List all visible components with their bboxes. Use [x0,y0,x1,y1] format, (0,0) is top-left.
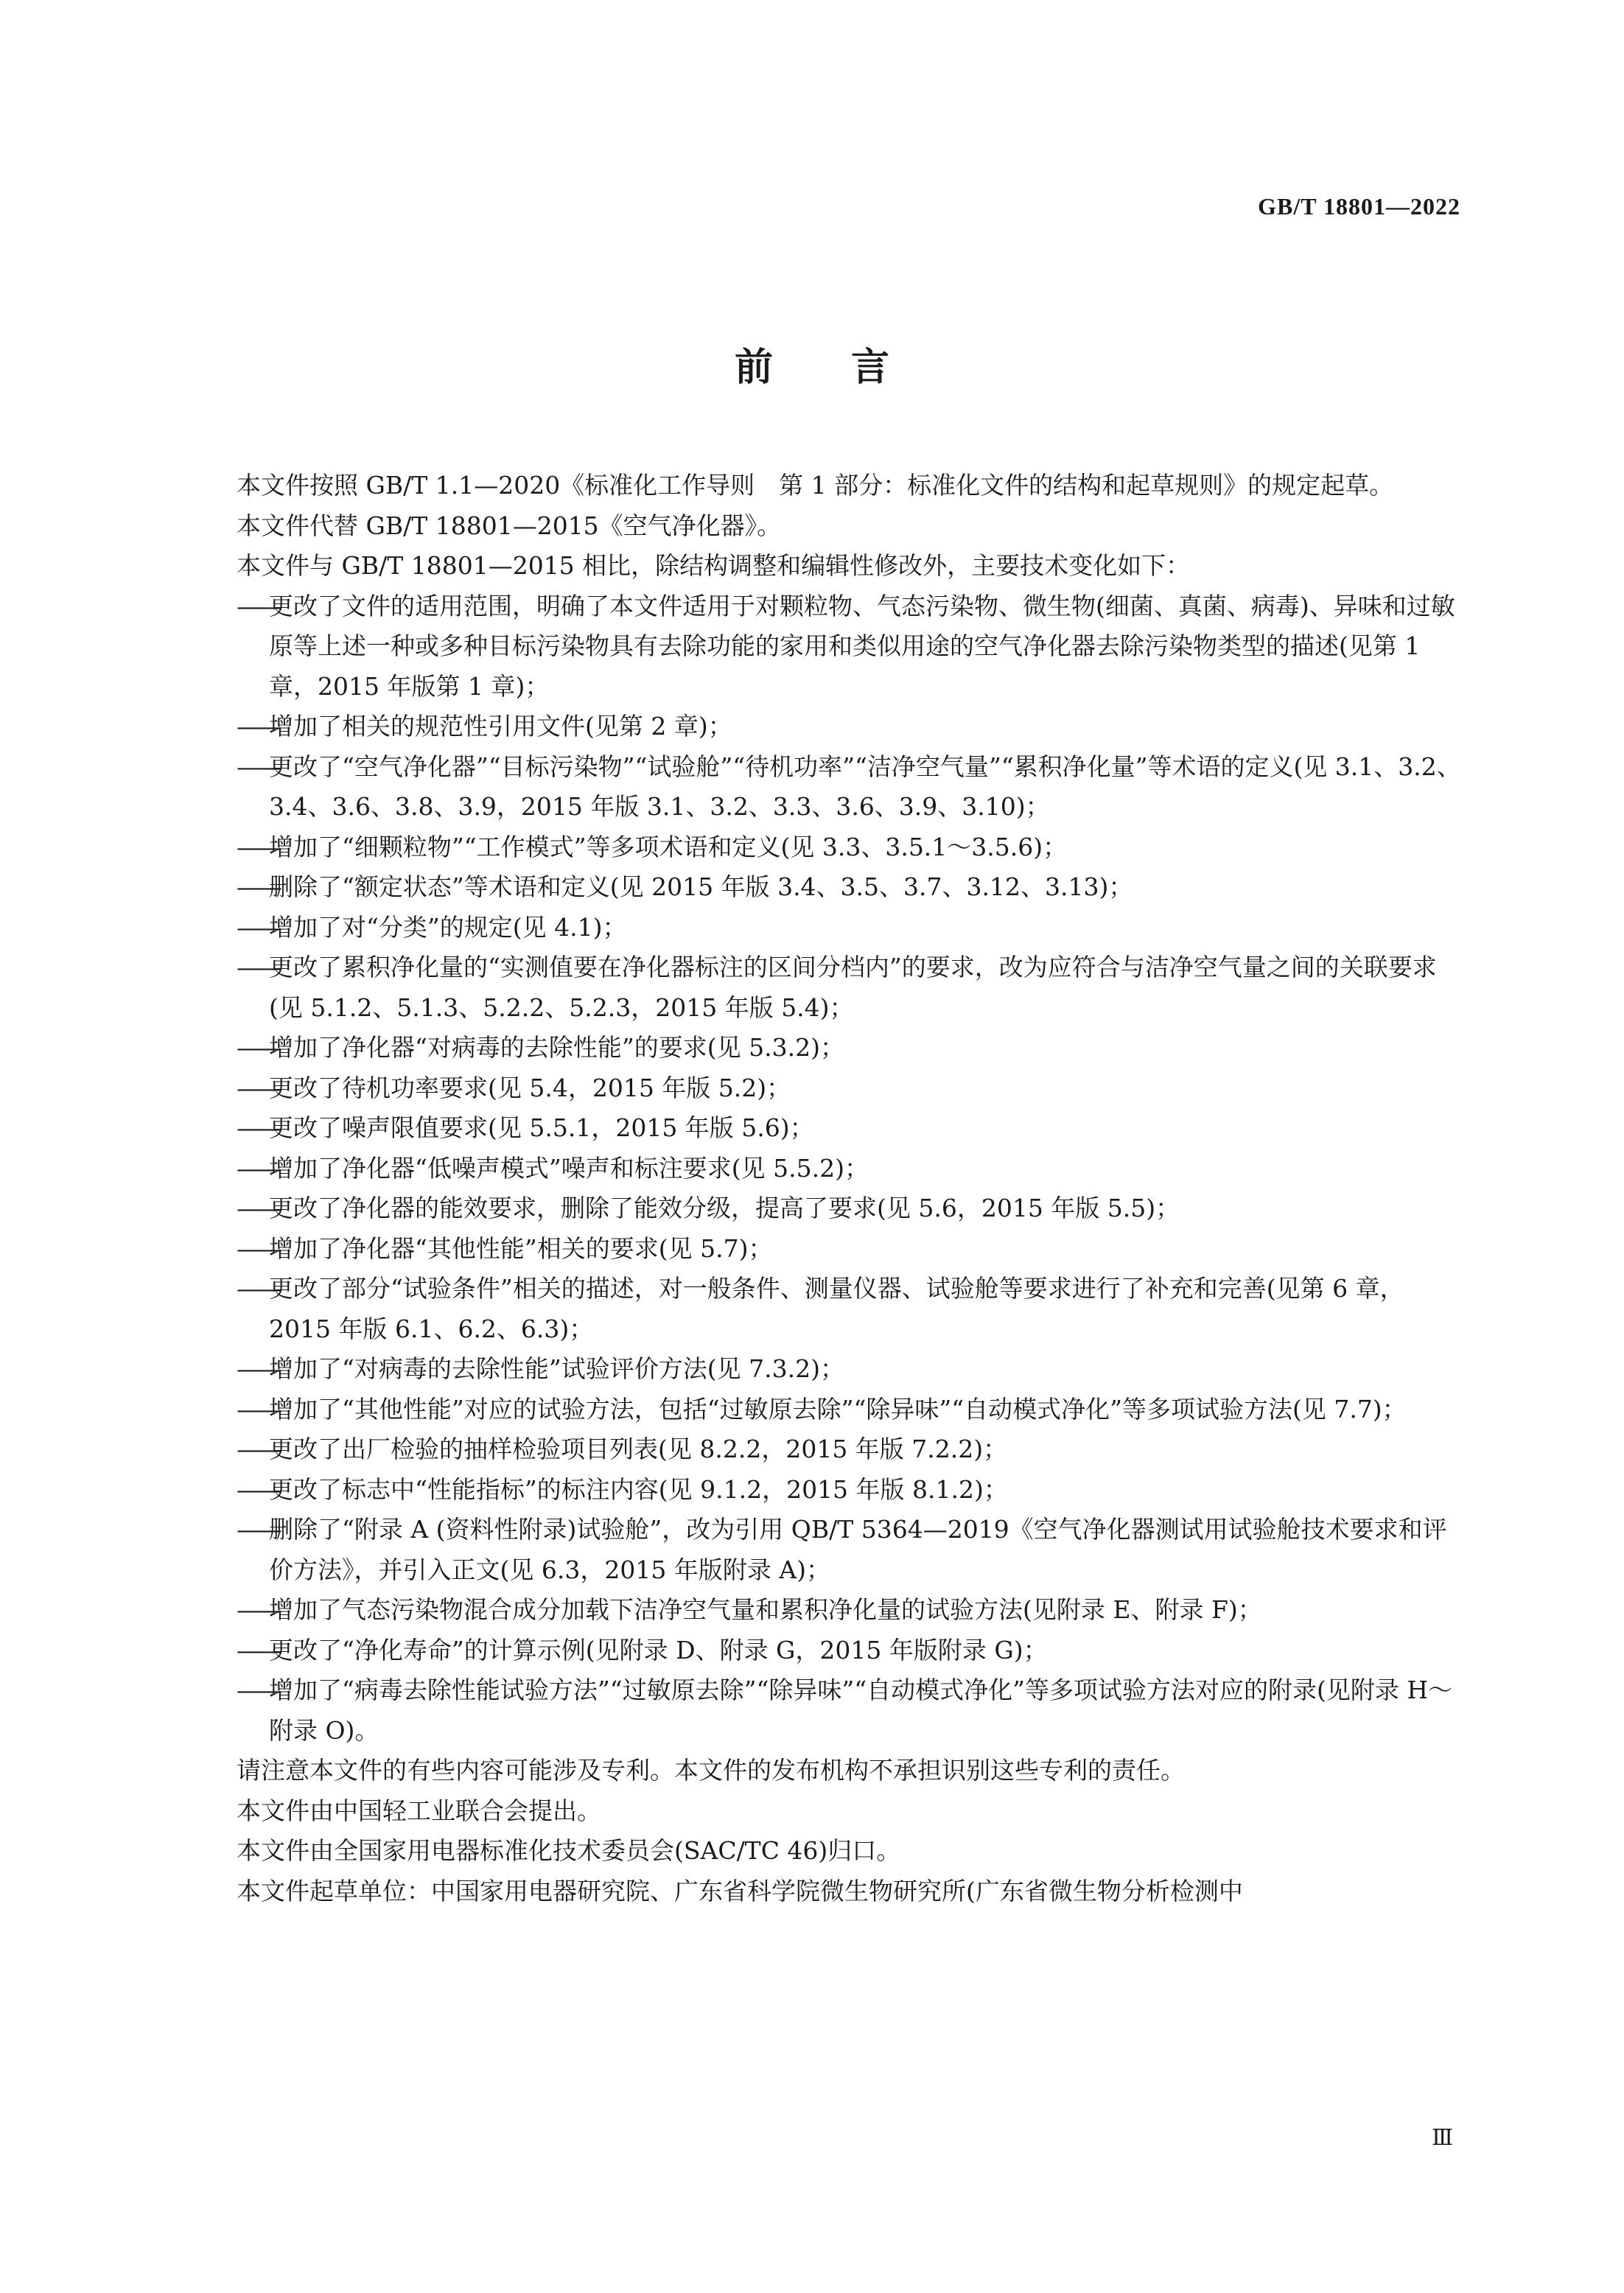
change-item [188,1149,1462,1189]
list-dash: —— [237,1435,279,1463]
change-item-text: 更改了累积净化量的“实测值要在净化器标注的区间分档内”的要求，改为应符合与洁净空气量之间的关联要求(见 5.1.2、5.1.3、5.2.2、5.2.3，2015 年版 5.4)； [269,953,1437,1022]
intro-paragraph: 本文件代替 GB/T 18801—2015《空气净化器》。 [237,511,782,540]
change-item [188,908,1462,948]
change-item-text: 更改了文件的适用范围，明确了本文件适用于对颗粒物、气态污染物、微生物(细菌、真菌、病毒)、异味和过敏原等上述一种或多种目标污染物具有去除功能的家用和类似用途的空气净化器去除污染物类型的描述(见第 1 章，2015 年版第 1 章)； [269,591,1455,701]
list-dash: —— [237,1676,279,1704]
change-item-text: 更改了部分“试验条件”相关的描述，对一般条件、测量仪器、试验舱等要求进行了补充和完善(见第 6 章，2015 年版 6.1、6.2、6.3)； [269,1274,1404,1343]
closing-paragraph: 本文件由中国轻工业联合会提出。 [237,1796,601,1825]
change-item [188,707,1462,747]
change-item [188,1068,1462,1109]
change-item-text: 更改了“净化寿命”的计算示例(见附录 D、附录 G，2015 年版附录 G)； [269,1635,1048,1664]
change-item-text: 增加了“细颗粒物”“工作模式”等多项术语和定义(见 3.3、3.5.1～3.5.6)； [269,832,1068,861]
change-item-text: 删除了“额定状态”等术语和定义(见 2015 年版 3.4、3.5、3.7、3.12、3.13)； [269,872,1133,901]
change-item-text: 删除了“附录 A (资料性附录)试验舱”，改为引用 QB/T 5364—2019《空气净化器测试用试验舱技术要求和评价方法》，并引入正文(见 6.3，2015 年版附录 A)； [269,1515,1447,1584]
change-item [188,948,1462,1028]
closing-paragraph: 请注意本文件的有些内容可能涉及专利。本文件的发布机构不承担识别这些专利的责任。 [237,1756,1185,1785]
intro-paragraph: 本文件按照 GB/T 1.1—2020《标准化工作导则 第 1 部分：标准化文件的结构和起草规则》的规定起草。 [237,471,1394,500]
list-dash: —— [237,1635,279,1664]
list-dash: —— [237,1233,279,1263]
change-item [188,587,1462,707]
change-item [188,1510,1462,1590]
change-item [188,1028,1462,1068]
list-dash: —— [237,1274,279,1303]
list-dash: —— [237,1515,279,1544]
change-item-text: 增加了净化器“低噪声模式”噪声和标注要求(见 5.5.2)； [269,1153,869,1183]
change-item-text: 更改了待机功率要求(见 5.4，2015 年版 5.2)； [269,1073,791,1102]
change-item [188,867,1462,908]
list-dash: —— [237,832,279,861]
list-dash: —— [237,752,279,781]
page-title: 前言 [734,346,967,390]
change-item [188,1269,1462,1349]
change-item [188,1670,1462,1751]
change-item-text: 增加了对“分类”的规定(见 4.1)； [269,912,627,942]
change-list [188,587,1462,1751]
closing-paragraph: 本文件起草单位：中国家用电器研究院、广东省科学院微生物研究所(广东省微生物分析检测中 [237,1876,1243,1905]
change-item-text: 增加了“其他性能”对应的试验方法，包括“过敏原去除”“除异味”“自动模式净化”等多项试验方法(见 7.7)； [269,1394,1407,1424]
change-item [188,1349,1462,1390]
list-dash: —— [237,1153,279,1183]
list-dash: —— [237,1033,279,1062]
change-item [188,1429,1462,1470]
page-number: Ⅲ [1432,2126,1453,2150]
change-item-text: 增加了净化器“对病毒的去除性能”的要求(见 5.3.2)； [269,1033,844,1062]
list-dash: —— [237,1394,279,1424]
list-dash: —— [237,1474,279,1504]
change-item-text: 更改了出厂检验的抽样检验项目列表(见 8.2.2，2015 年版 7.2.2)； [269,1435,1008,1463]
change-item [188,1188,1462,1229]
change-item-text: 增加了“对病毒的去除性能”试验评价方法(见 7.3.2)； [269,1354,844,1383]
change-item [188,747,1462,827]
change-item [188,827,1462,868]
change-item-text: 增加了净化器“其他性能”相关的要求(见 5.7)； [269,1233,773,1263]
list-dash: —— [237,1354,279,1383]
list-dash: —— [237,591,279,620]
preface-body [188,466,1462,1911]
standard-code: GB/T 18801—2022 [1258,193,1460,220]
intro-paragraph: 本文件与 GB/T 18801—2015 相比，除结构调整和编辑性修改外，主要技术变化如下： [237,551,1191,580]
list-dash: —— [237,1113,279,1142]
list-dash: —— [237,912,279,942]
closing-paragraph: 本文件由全国家用电器标准化技术委员会(SAC/TC 46)归口。 [237,1836,901,1865]
change-item [188,1108,1462,1149]
list-dash: —— [237,1073,279,1102]
change-item-text: 更改了“空气净化器”“目标污染物”“试验舱”“待机功率”“洁净空气量”“累积净化量”等术语的定义(见 3.1、3.2、3.4、3.6、3.8、3.9，2015 年版 3.1、3.2、3.3、3.6、3.9、3.10)； [269,752,1461,821]
list-dash: —— [237,953,279,981]
change-item-text: 增加了气态污染物混合成分加载下洁净空气量和累积净化量的试验方法(见附录 E、附录 F)； [269,1595,1262,1624]
change-item-text: 更改了净化器的能效要求，删除了能效分级，提高了要求(见 5.6，2015 年版 5.5)； [269,1194,1180,1222]
change-item [188,1590,1462,1631]
change-item [188,1631,1462,1671]
change-item [188,1470,1462,1510]
list-dash: —— [237,872,279,901]
change-item-text: 增加了“病毒去除性能试验方法”“过敏原去除”“除异味”“自动模式净化”等多项试验方法对应的附录(见附录 H～附录 O)。 [269,1676,1453,1745]
change-item [188,1229,1462,1270]
change-item-text: 增加了相关的规范性引用文件(见第 2 章)； [269,712,732,741]
change-item-text: 更改了噪声限值要求(见 5.5.1，2015 年版 5.6)； [269,1113,814,1142]
list-dash: —— [237,712,279,741]
list-dash: —— [237,1194,279,1222]
list-dash: —— [237,1595,279,1624]
change-item-text: 更改了标志中“性能指标”的标注内容(见 9.1.2，2015 年版 8.1.2)； [269,1474,1008,1504]
change-item [188,1390,1462,1430]
